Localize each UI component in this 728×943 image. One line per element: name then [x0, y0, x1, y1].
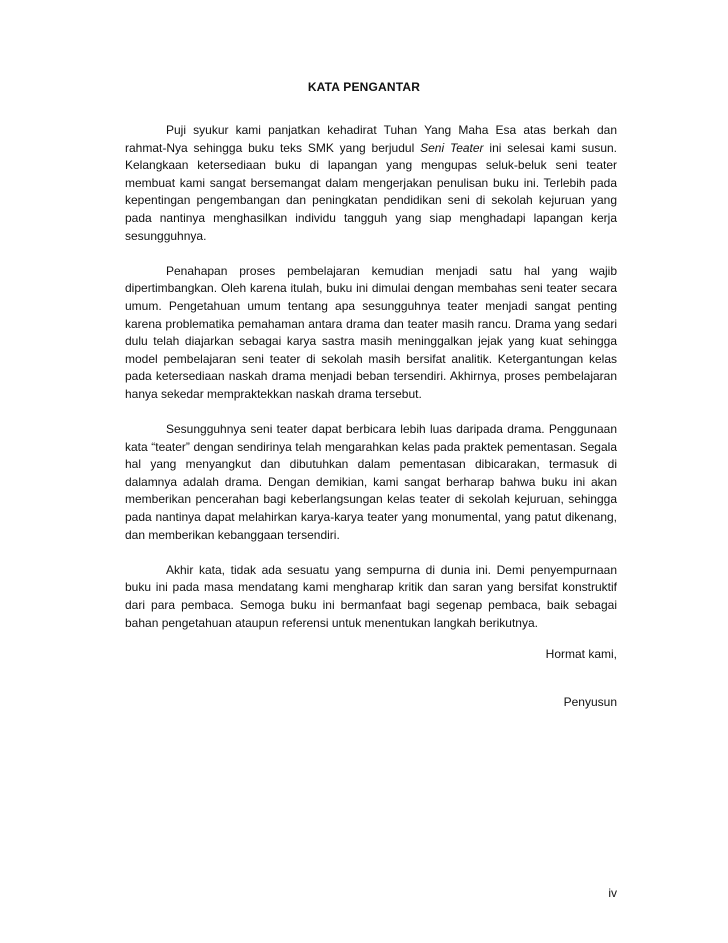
paragraph-4: Akhir kata, tidak ada sesuatu yang sempurna di dunia ini. Demi penyempurnaan buku ini pada masa mendatang kami mengharap kritik dan saran yang bersifat konstruktif dari para pembaca. Semoga buku ini bermanfaat bagi segenap pembaca, baik sebagai bahan pengetahuan ataupun referensi untuk menentukan langkah berikutnya. — [125, 562, 617, 630]
closing-greeting: Hormat kami, — [545, 646, 617, 661]
paragraph-1-text-start: Puji syukur kami panjatkan kehadirat Tuhan Yang Maha Esa atas berkah dan rahmat-Nya sehingga buku teks SMK yang berjudul — [125, 123, 617, 155]
signature: Penyusun — [563, 695, 617, 710]
page-title: KATA PENGANTAR — [307, 80, 421, 94]
page-number: iv — [608, 886, 617, 900]
book-title-emphasis: Seni Teater — [420, 140, 484, 155]
paragraph-3: Sesungguhnya seni teater dapat berbicara lebih luas daripada drama. Penggunaan kata “teater” dengan sendirinya telah mengarahkan kelas pada praktek pementasan. Segala hal yang menyangkut dan dibutuhkan dalam pementasan dibicarakan, termasuk di dalamnya adalah drama. Dengan demikian, kami sangat berharap bahwa buku ini akan memberikan pencerahan bagi keberlangsungan kelas teater di sekolah kejuruan, sehingga pada nantinya dapat melahirkan karya-karya teater yang monumental, yang patut dikenang, dan memberikan kebanggaan tersendiri. — [125, 422, 617, 542]
paragraph-2: Penahapan proses pembelajaran kemudian menjadi satu hal yang wajib dipertimbangkan. Oleh karena itulah, buku ini dimulai dengan membahas seni teater secara umum. Pengetahuan umum tentang apa sesungguhnya teater menjadi sangat penting karena problematika pemahaman antara drama dan teater masih rancu. Drama yang sedari dulu telah diajarkan sebagai karya sastra masih meninggalkan jejak yang kuat sehingga model pembelajaran seni teater di sekolah masih bersifat analitik. Ketergantungan kelas pada ketersediaan naskah drama menjadi beban tersendiri. Akhirnya, proses pembelajaran hanya sekedar mempraktekkan naskah drama tersebut. — [125, 263, 617, 401]
paragraph-1-text-end: ini selesai kami susun. Kelangkaan ketersediaan buku di lapangan yang mengupas seluk-beluk seni teater membuat kami sangat bersemangat dalam mengerjakan penulisan buku ini. Terlebih pada kepentingan pengembangan dan peningkatan pendidikan seni di sekolah kejuruan yang pada nantinya menghasilkan individu tangguh yang siap menghadapi lapangan kerja sesungguhnya. — [125, 140, 617, 243]
document-body — [125, 122, 617, 712]
paragraph-1 — [125, 122, 617, 245]
